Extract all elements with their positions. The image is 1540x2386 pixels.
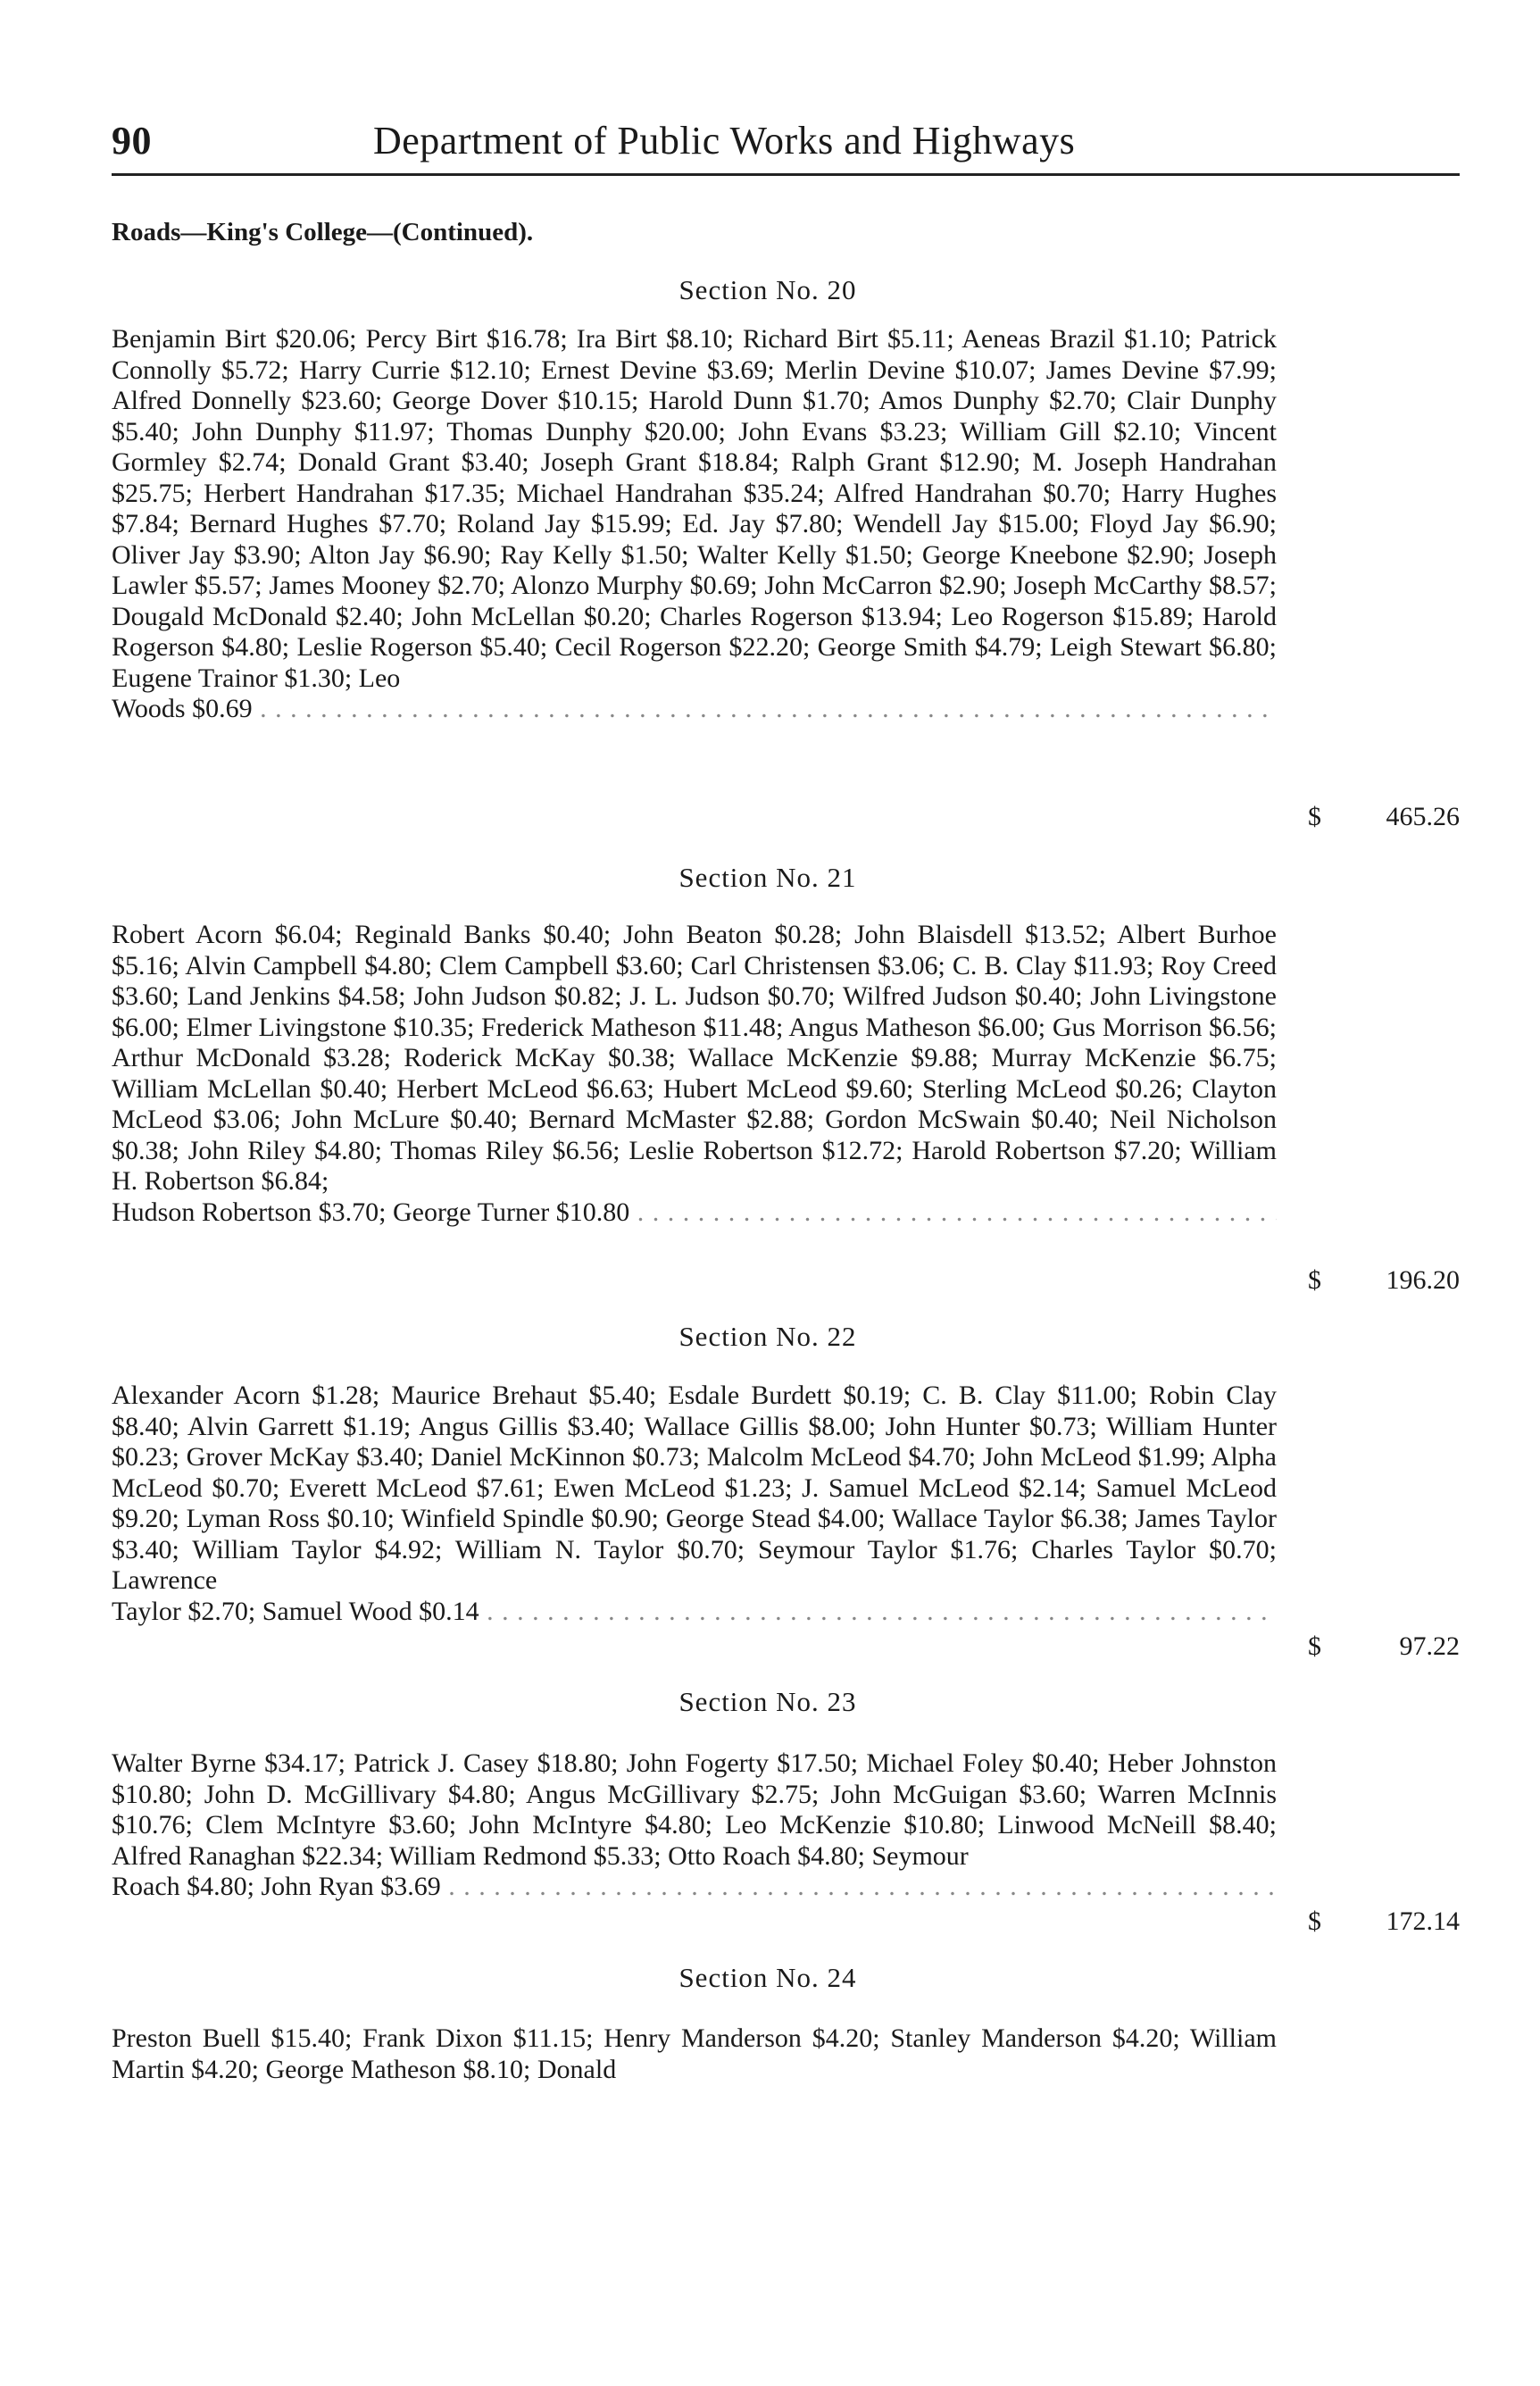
currency-symbol: $ bbox=[1308, 1906, 1321, 1936]
running-header bbox=[112, 114, 1433, 168]
section-text bbox=[112, 324, 1277, 725]
currency-symbol: $ bbox=[1308, 802, 1321, 831]
continued-heading: Roads—King's College—(Continued). bbox=[112, 218, 534, 246]
currency-symbol: $ bbox=[1308, 1631, 1321, 1661]
section-title: Section No. 22 bbox=[678, 1321, 857, 1352]
section-total: 97.22 bbox=[1399, 1631, 1460, 1661]
section-body: Robert Acorn $6.04; Reginald Banks $0.40; John Beaton $0.28; John Blaisdell $13.52; Albert Burhoe $5.16; Alvin Campbell $4.80; Clem Campbell $3.60; Carl Christensen $3.06; C. B. Clay $11.93; Roy Creed $3.60; Land Jenkins $4.58; John Judson $0.82; J. L. Judson $0.70; Wilfred Judson $0.40; John Livingstone $6.00; Elmer Livingstone $10.35; Frederick Matheson $11.48; Angus Matheson $6.00; Gus Morrison $6.56; Arthur McDonald $3.28; Roderick McKay $0.38; Wallace McKenzie $9.88; Murray McKenzie $6.75; William McLellan $0.40; Herbert McLeod $6.63; Hubert McLeod $9.60; Sterling McLeod $0.26; Clayton McLeod $3.06; John McLure $0.40; Bernard McMaster $2.88; Gordon McSwain $0.40; Neil Nicholson $0.38; John Riley $4.80; Thomas Riley $6.56; Leslie Robertson $12.72; Harold Robertson $7.20; William H. Robertson $6.84; bbox=[112, 920, 1277, 1196]
section-last-line: Taylor $2.70; Samuel Wood $0.14 . . . bbox=[112, 1597, 1277, 1628]
page-header-title: Department of Public Works and Highways bbox=[373, 119, 1076, 163]
section-last-line: Hudson Robertson $3.70; George Turner $10.80 . . . bbox=[112, 1197, 1277, 1229]
section-total: 465.26 bbox=[1386, 802, 1460, 831]
currency-symbol: $ bbox=[1308, 1265, 1321, 1295]
section-text bbox=[112, 1748, 1277, 1903]
section-total: 196.20 bbox=[1386, 1265, 1460, 1295]
section-last-line: Woods $0.69 . . . bbox=[112, 694, 1277, 725]
section-title: Section No. 20 bbox=[678, 274, 857, 305]
header-rule bbox=[112, 173, 1460, 176]
section-title: Section No. 23 bbox=[678, 1686, 857, 1717]
section-body: Benjamin Birt $20.06; Percy Birt $16.78; Ira Birt $8.10; Richard Birt $5.11; Aeneas Brazil $1.10; Patrick Connolly $5.72; Harry Currie $12.10; Ernest Devine $3.69; Merlin Devine $10.07; James Devine $7.99; Alfred Donnelly $23.60; George Dover $10.15; Harold Dunn $1.70; Amos Dunphy $2.70; Clair Dunphy $5.40; John Dunphy $11.97; Thomas Dunphy $20.00; John Evans $3.23; William Gill $2.10; Vincent Gormley $2.74; Donald Grant $3.40; Joseph Grant $18.84; Ralph Grant $12.90; M. Joseph Handrahan $25.75; Herbert Handrahan $17.35; Michael Handrahan $35.24; Alfred Handrahan $0.70; Harry Hughes $7.84; Bernard Hughes $7.70; Roland Jay $15.99; Ed. Jay $7.80; Wendell Jay $15.00; Floyd Jay $6.90; Oliver Jay $3.90; Alton Jay $6.90; Ray Kelly $1.50; Walter Kelly $1.50; George Kneebone $2.90; Joseph Lawler $5.57; James Mooney $2.70; Alonzo Murphy $0.69; John McCarron $2.90; Joseph McCarthy $8.57; Dougald McDonald $2.40; John McLellan $0.20; Charles Rogerson $13.94; Leo Rogerson $15.89; Harold Rogerson $4.80; Leslie Rogerson $5.40; Cecil Rogerson $22.20; George Smith $4.79; Leigh Stewart $6.80; Eugene Trainor $1.30; Leo bbox=[112, 324, 1277, 693]
section-body: Alexander Acorn $1.28; Maurice Brehaut $5.40; Esdale Burdett $0.19; C. B. Clay $11.00; Robin Clay $8.40; Alvin Garrett $1.19; Angus Gillis $3.40; Wallace Gillis $8.00; John Hunter $0.73; William Hunter $0.23; Grover McKay $3.40; Daniel McKinnon $0.73; Malcolm McLeod $4.70; John McLeod $1.99; Alpha McLeod $0.70; Everett McLeod $7.61; Ewen McLeod $1.23; J. Samuel McLeod $2.14; Samuel McLeod $9.20; Lyman Ross $0.10; Winfield Spindle $0.90; George Stead $4.00; Wallace Taylor $6.38; James Taylor $3.40; William Taylor $4.92; William N. Taylor $0.70; Seymour Taylor $1.76; Charles Taylor $0.70; Lawrence bbox=[112, 1381, 1277, 1595]
section-text bbox=[112, 2023, 1277, 2085]
section-text bbox=[112, 1381, 1277, 1627]
section-title: Section No. 24 bbox=[678, 1962, 857, 1993]
section-total: 172.14 bbox=[1386, 1906, 1460, 1936]
page-number: 90 bbox=[112, 119, 152, 163]
section-last-line: Roach $4.80; John Ryan $3.69 . . . bbox=[112, 1872, 1277, 1903]
section-text bbox=[112, 920, 1277, 1228]
section-body: Preston Buell $15.40; Frank Dixon $11.15; Henry Manderson $4.20; Stanley Manderson $4.20; William Martin $4.20; George Matheson $8.10; Donald bbox=[112, 2023, 1277, 2084]
section-body: Walter Byrne $34.17; Patrick J. Casey $18.80; John Fogerty $17.50; Michael Foley $0.40; Heber Johnston $10.80; John D. McGillivary $4.80; Angus McGillivary $2.75; John McGuigan $3.60; Warren McInnis $10.76; Clem McIntyre $3.60; John McIntyre $4.80; Leo McKenzie $10.80; Linwood McNeill $8.40; Alfred Ranaghan $22.34; William Redmond $5.33; Otto Roach $4.80; Seymour bbox=[112, 1748, 1277, 1871]
section-title: Section No. 21 bbox=[678, 862, 857, 893]
